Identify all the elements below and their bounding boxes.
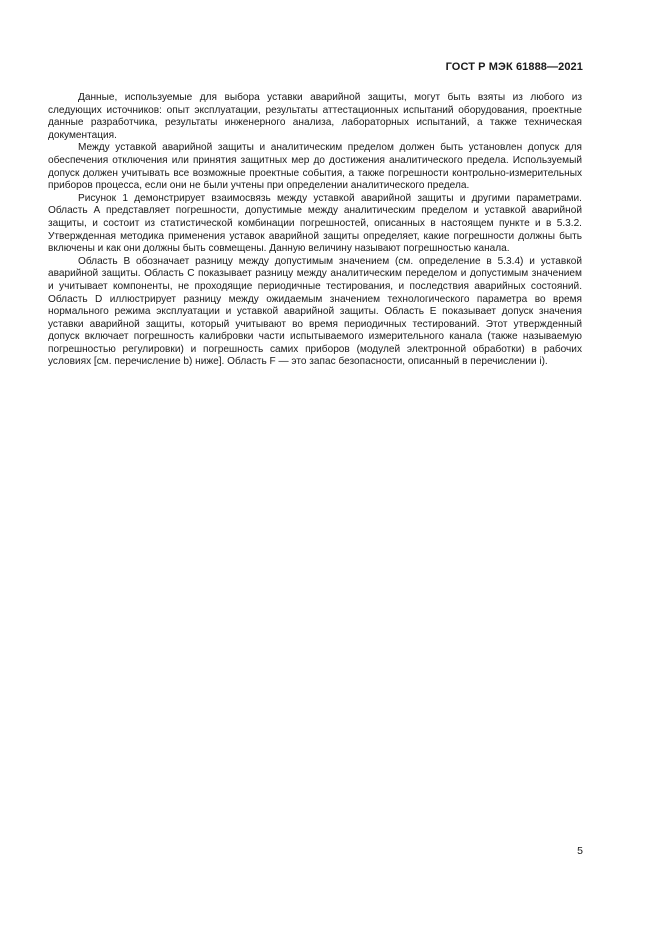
paragraph-regions: Область В обозначает разницу между допустимым значением (см. определение в 5.3.4) и уставкой аварийной защиты. Область С показывает разницу между аналитическим переделом и допустимым значением и учитывает компоненты, не проходящие периодичные тестирования, и последствия аварийных состояний. Область D иллюстрирует разницу между ожидаемым значением технологического параметра во время нормального режима эксплуатации и уставкой аварийной защиты. Область Е показывает допуск значения уставки аварийной защиты, который учитывают во время периодичных тестирований. Этот утвержденный допуск включает погрешность калибровки части испытываемого измерительного канала (также называемую погрешностью регулировки) и погрешность самих приборов (модулей электронной обработки) в рабочих условиях [см. перечисление b) ниже]. Область F — это запас безопасности, описанный в перечислении i). [48, 255, 582, 368]
document-header: ГОСТ Р МЭК 61888—2021 [445, 61, 583, 73]
page-number: 5 [577, 845, 583, 857]
paragraph-tolerance: Между уставкой аварийной защиты и аналитическим пределом должен быть установлен допуск для обеспечения отключения или принятия защитных мер до достижения аналитического предела. Используемый допуск должен учитывать все возможные проектные события, а также погрешности контрольно-измерительных приборов процесса, если они не были учтены при определении аналитического предела. [48, 142, 582, 192]
body-text [48, 92, 582, 369]
paragraph-data-sources: Данные, используемые для выбора уставки аварийной защиты, могут быть взяты из любого из следующих источников: опыт эксплуатации, результаты аттестационных испытаний оборудования, проектные данные разработчика, результаты инженерного анализа, лабораторных испытаний, а также техническая документация. [48, 92, 582, 141]
paragraph-figure-1: Рисунок 1 демонстрирует взаимосвязь между уставкой аварийной защиты и другими параметрами. Область А представляет погрешности, допустимые между аналитическим пределом и уставкой аварийной защиты, и состоит из статистической комбинации погрешностей, описанных в настоящем пункте и в 5.3.2. Утвержденная методика применения уставок аварийной защиты определяет, какие погрешности должны быть включены и как они должны быть совмещены. Данную величину называют погрешностью канала. [48, 192, 582, 255]
